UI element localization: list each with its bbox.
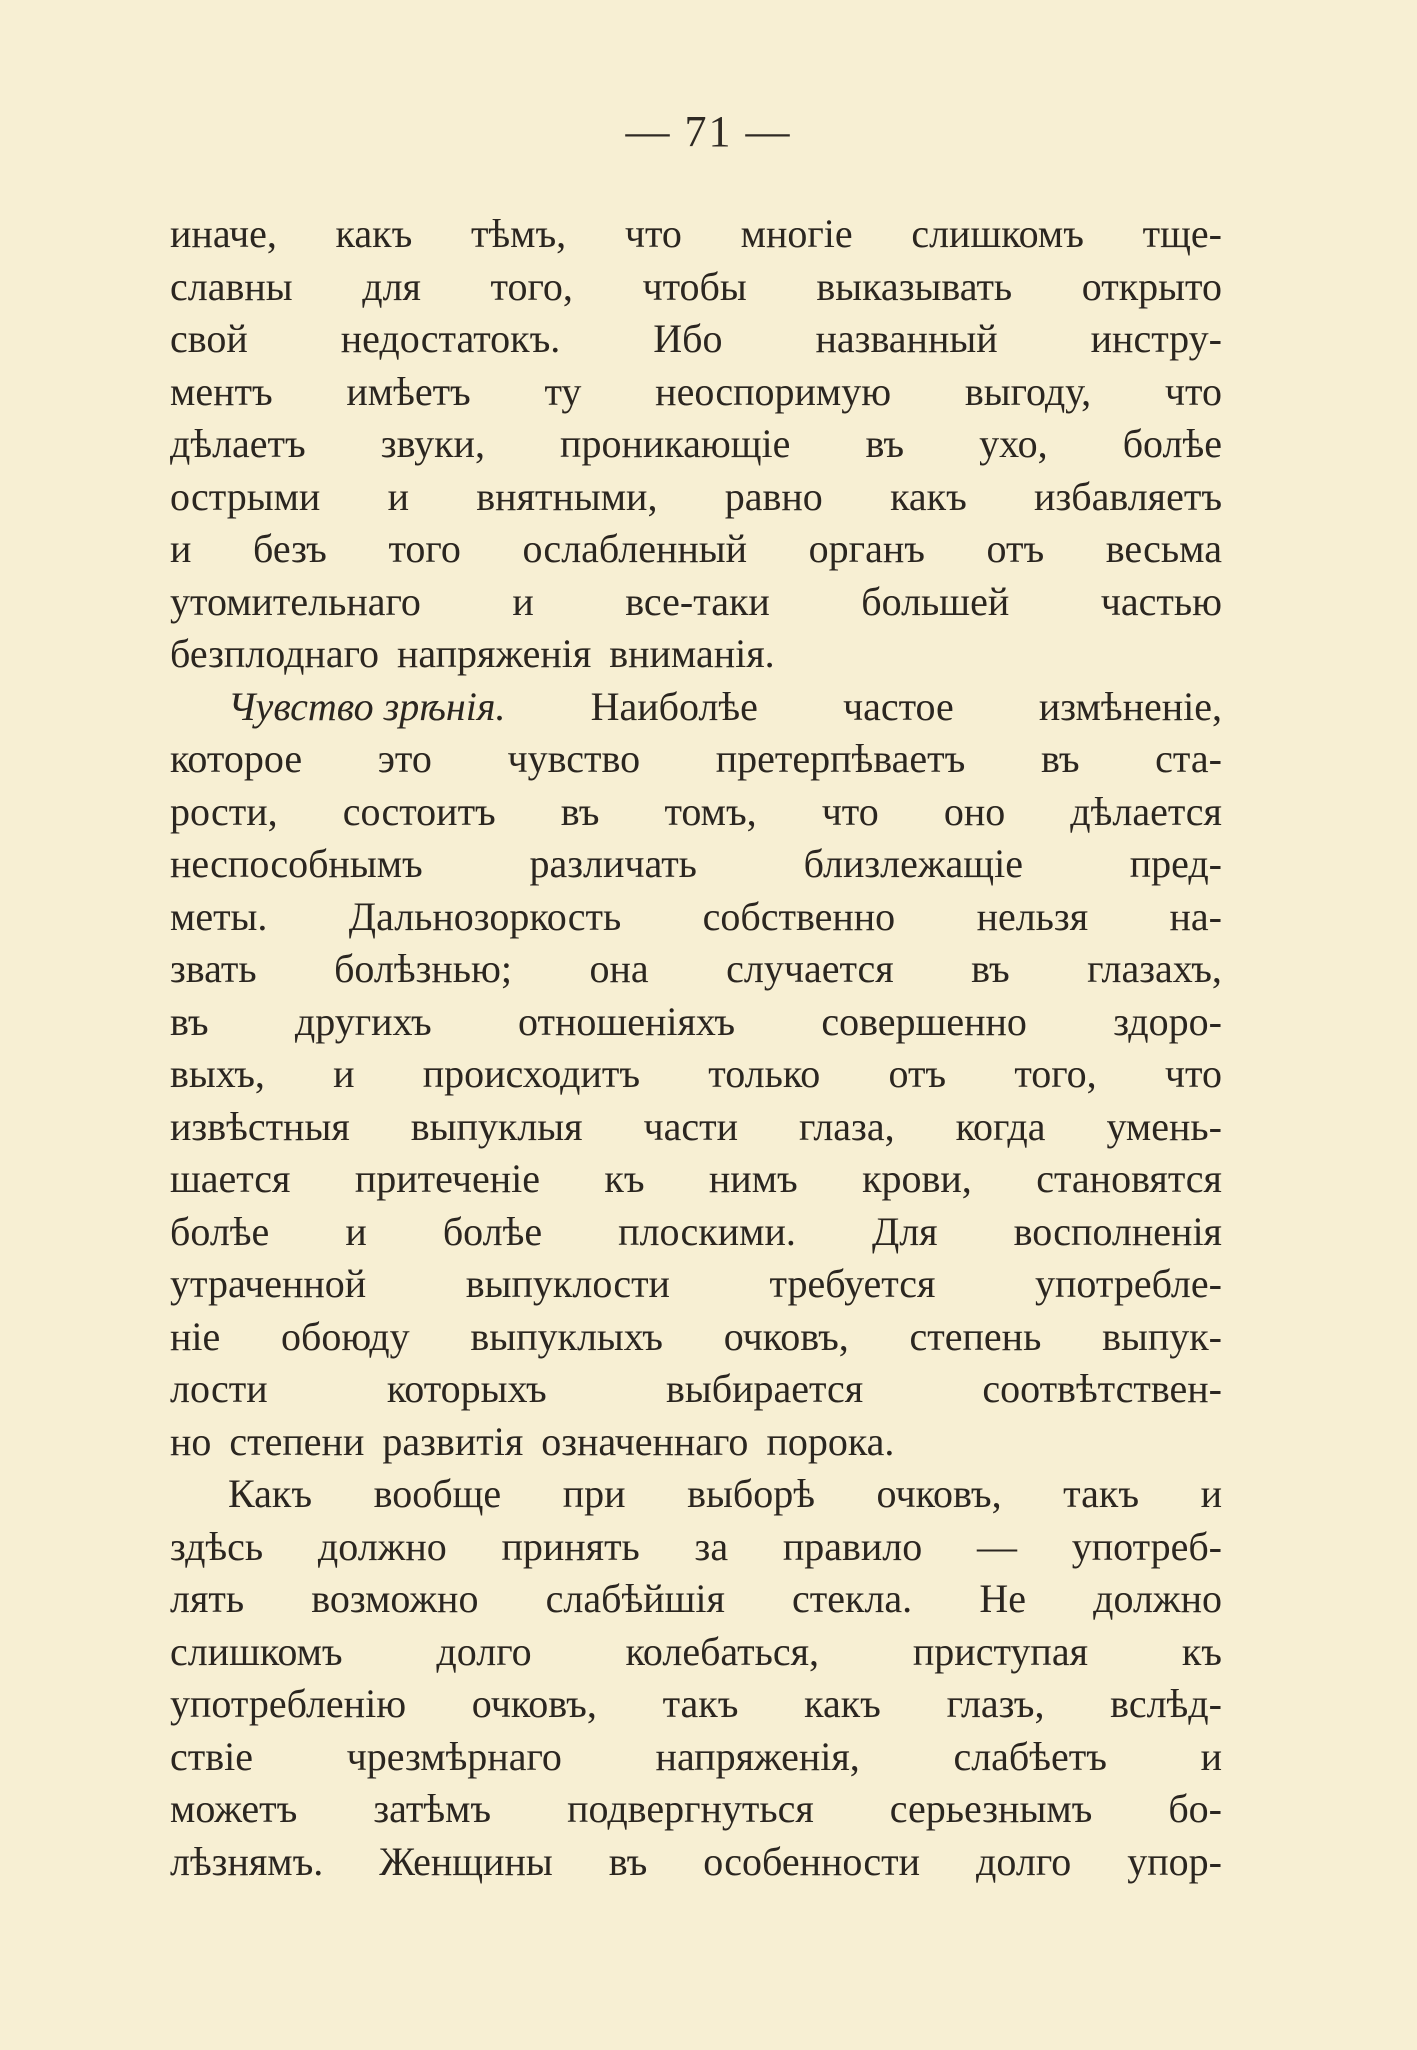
text-line (170, 576, 1222, 629)
word: и (1200, 1471, 1222, 1516)
word: — (976, 1523, 1017, 1569)
word: что (624, 211, 682, 256)
word: это (377, 736, 432, 781)
word: возможно (311, 1576, 479, 1621)
word: звуки, (380, 421, 485, 466)
word: отъ (888, 1051, 947, 1096)
text-line (170, 1363, 1222, 1416)
word: многіе (740, 211, 853, 256)
word: отношеніяхъ (518, 998, 736, 1044)
word: къ (604, 1156, 645, 1201)
word: отъ (986, 526, 1045, 571)
word: означеннаго (541, 1418, 749, 1464)
text-line (170, 1521, 1222, 1574)
word: неоспоримую (655, 368, 892, 414)
word: затѣмъ (373, 1786, 492, 1831)
text-line (170, 1626, 1222, 1679)
word: подвергнуться (567, 1786, 814, 1831)
word: крови, (862, 1156, 972, 1201)
word: меты. (170, 893, 268, 939)
word: вслѣд- (1110, 1681, 1222, 1726)
text-line (170, 1573, 1222, 1626)
word: ніе (170, 1313, 221, 1359)
text-line (170, 681, 1222, 734)
word: оно (943, 788, 1006, 834)
word: инстру- (1090, 316, 1222, 361)
text-line (170, 523, 1222, 576)
word: чувство (507, 736, 641, 781)
word: степени (229, 1418, 365, 1464)
word: вообще (373, 1471, 502, 1516)
word: къ (1181, 1628, 1222, 1674)
word: части (643, 1103, 738, 1149)
word: пред- (1129, 841, 1222, 886)
page-number: — 71 — (625, 107, 792, 156)
word: свой (170, 316, 248, 361)
word: обоюду (281, 1313, 410, 1359)
word: утраченной (170, 1261, 367, 1306)
text-line (170, 1678, 1222, 1731)
word: выхъ, (170, 1051, 265, 1096)
word: выбирается (665, 1366, 864, 1411)
text-line (170, 1416, 1222, 1469)
word: колебаться, (625, 1628, 820, 1674)
text-line (170, 891, 1222, 944)
word: требуется (769, 1261, 936, 1306)
text-line (170, 1783, 1222, 1836)
text-line (170, 786, 1222, 839)
word: рости, (170, 788, 278, 834)
word: слишкомъ (170, 1628, 343, 1674)
text-line (170, 1311, 1222, 1364)
word: ослабленный (522, 526, 748, 571)
word: ствіе (170, 1733, 253, 1779)
word: очковъ, (876, 1471, 1002, 1516)
word: принять (501, 1523, 640, 1569)
word: открыто (1081, 263, 1222, 309)
text-line (170, 471, 1222, 524)
italic-heading: Чувство зрѣнія. (228, 683, 506, 729)
word: соотвѣтствен- (982, 1366, 1222, 1411)
word: проникающіе (560, 421, 791, 466)
word: долго (976, 1838, 1072, 1884)
word: и (512, 578, 534, 624)
word: Какъ (228, 1471, 313, 1516)
word: въ (971, 946, 1010, 991)
word: равно (724, 473, 823, 519)
word: весьма (1105, 526, 1222, 571)
word: чрезмѣрнаго (346, 1733, 562, 1779)
word: для (362, 263, 421, 309)
text-line (170, 366, 1222, 419)
word: и (170, 526, 192, 571)
word: Дальнозоркость (348, 893, 622, 939)
text-line (170, 208, 1222, 261)
word: развитія (382, 1418, 524, 1464)
word: которое (170, 736, 303, 781)
word: употребленію (170, 1681, 407, 1726)
word: когда (955, 1103, 1046, 1149)
word: такъ (1063, 1471, 1140, 1516)
word: приступая (912, 1628, 1088, 1674)
word: только (708, 1051, 821, 1096)
word: здоро- (1113, 998, 1222, 1044)
word: названный (815, 316, 998, 361)
word: измѣненіе, (1038, 683, 1222, 729)
word: выказывать (816, 263, 1013, 309)
word: различать (529, 841, 697, 886)
word: здѣсь (170, 1523, 264, 1569)
word: безплоднаго (170, 631, 380, 676)
word: состоитъ (342, 788, 496, 834)
word: собственно (702, 893, 896, 939)
word: болѣе (1122, 421, 1222, 466)
word: ухо, (979, 421, 1048, 466)
word: извѣстныя (170, 1103, 350, 1149)
word: становятся (1036, 1156, 1222, 1201)
word: случается (726, 946, 894, 991)
word: она (589, 946, 649, 991)
word: вниманія. (609, 631, 775, 676)
word: нимъ (708, 1156, 798, 1201)
word: въ (1040, 736, 1080, 781)
word: лять (170, 1576, 245, 1621)
word: въ (608, 1838, 648, 1884)
word: особенности (703, 1838, 921, 1884)
text-line (170, 838, 1222, 891)
word: тѣмъ, (470, 211, 567, 256)
word: того (388, 526, 461, 571)
word: какъ (335, 211, 413, 256)
word: такъ (662, 1681, 739, 1726)
word: умень- (1106, 1103, 1222, 1149)
word: въ (560, 788, 600, 834)
text-line (170, 733, 1222, 786)
word: того, (1014, 1051, 1097, 1096)
word: шается (170, 1156, 291, 1201)
word: болѣе (442, 1208, 543, 1254)
word: правило (782, 1523, 923, 1569)
word: въ (865, 421, 905, 466)
word: лости (170, 1366, 268, 1411)
word: безъ (253, 526, 327, 571)
word: восполненія (1013, 1208, 1222, 1254)
word: утомительнаго (170, 578, 421, 624)
word: можетъ (170, 1786, 298, 1831)
word: очковъ, (723, 1313, 849, 1359)
word: иначе, (170, 211, 277, 256)
word: что (1164, 368, 1222, 414)
word: порока. (766, 1418, 895, 1464)
word: выпуклости (465, 1261, 670, 1306)
word: упор- (1127, 1838, 1222, 1884)
text-line (170, 1048, 1222, 1101)
word: близлежащіе (803, 841, 1023, 886)
word: происходитъ (422, 1051, 641, 1096)
word: и (1200, 1733, 1222, 1779)
word: ментъ (170, 368, 273, 414)
text-line (170, 628, 1222, 681)
word: чтобы (642, 263, 747, 309)
word: и (333, 1051, 355, 1096)
text-line (170, 1836, 1222, 1889)
word: глазъ, (946, 1681, 1045, 1726)
text-line (170, 1206, 1222, 1259)
word: глазахъ, (1087, 946, 1222, 991)
word: употребле- (1034, 1261, 1222, 1306)
word: большей (861, 578, 1010, 624)
word: должно (1093, 1576, 1222, 1621)
word: тще- (1142, 211, 1222, 256)
text-line (170, 1468, 1222, 1521)
word: Не (979, 1576, 1026, 1621)
word: но (170, 1418, 212, 1464)
word: на- (1169, 893, 1222, 939)
word: напряженія, (655, 1733, 860, 1779)
body-text (170, 208, 1222, 1888)
word: за (694, 1523, 729, 1569)
word: Ибо (653, 316, 723, 361)
word: глаза, (798, 1103, 895, 1149)
word: которыхъ (386, 1366, 547, 1411)
word: томъ, (664, 788, 757, 834)
word: совершенно (821, 998, 1027, 1044)
word: болѣе (170, 1208, 270, 1254)
word: бо- (1168, 1786, 1222, 1831)
word: лѣзнямъ. (170, 1838, 324, 1884)
word: плоскими. (618, 1208, 796, 1254)
word: Для (871, 1208, 938, 1254)
word: что (1164, 1051, 1222, 1096)
word: ту (544, 368, 582, 414)
word: и (345, 1208, 367, 1254)
word: внятными, (476, 473, 658, 519)
text-line (170, 996, 1222, 1049)
word: долго (436, 1628, 532, 1674)
word: выпуклыя (410, 1103, 583, 1149)
word: острыми (170, 473, 321, 519)
word: слабѣйшія (545, 1576, 725, 1621)
text-line (170, 261, 1222, 314)
word: славны (170, 263, 293, 309)
word: притеченіе (354, 1156, 541, 1201)
word: должно (317, 1523, 447, 1569)
word: частое (842, 683, 954, 729)
word: какъ (890, 473, 967, 519)
word: частью (1100, 578, 1222, 624)
word: нельзя (976, 893, 1089, 939)
word: слишкомъ (911, 211, 1084, 256)
word: Женщины (379, 1838, 553, 1884)
word: избавляетъ (1034, 473, 1222, 519)
word: имѣетъ (346, 368, 471, 414)
text-line (170, 943, 1222, 996)
word: серьезнымъ (889, 1786, 1093, 1831)
word: стекла. (792, 1576, 913, 1621)
word: выпук- (1102, 1313, 1222, 1359)
word: дѣлаетъ (170, 421, 306, 466)
text-line (170, 1258, 1222, 1311)
word: выгоду, (964, 368, 1092, 414)
word: выпуклыхъ (470, 1313, 663, 1359)
word: степень (909, 1313, 1042, 1359)
text-line (170, 313, 1222, 366)
word: и (387, 473, 409, 519)
word: того, (490, 263, 573, 309)
word: очковъ, (471, 1681, 597, 1726)
text-line (170, 1731, 1222, 1784)
word: выборѣ (687, 1471, 815, 1516)
word: неспособнымъ (170, 841, 423, 886)
word: что (821, 788, 879, 834)
word: употреб- (1071, 1523, 1222, 1569)
word: претерпѣваетъ (715, 736, 966, 781)
word: другихъ (294, 998, 432, 1044)
word: Наиболѣе (590, 683, 758, 729)
word: звать (170, 946, 257, 991)
word: органъ (808, 526, 925, 571)
word: какъ (804, 1681, 881, 1726)
word: напряженія (397, 631, 592, 676)
word: все-таки (625, 578, 770, 624)
text-line (170, 418, 1222, 471)
word: недостатокъ. (340, 316, 561, 361)
word: слабѣетъ (953, 1733, 1107, 1779)
word: болѣзнью; (334, 946, 513, 991)
word: ста- (1155, 736, 1222, 781)
word: въ (170, 998, 209, 1044)
text-line (170, 1153, 1222, 1206)
word: при (562, 1471, 626, 1516)
text-line (170, 1101, 1222, 1154)
word: дѣлается (1070, 788, 1222, 834)
